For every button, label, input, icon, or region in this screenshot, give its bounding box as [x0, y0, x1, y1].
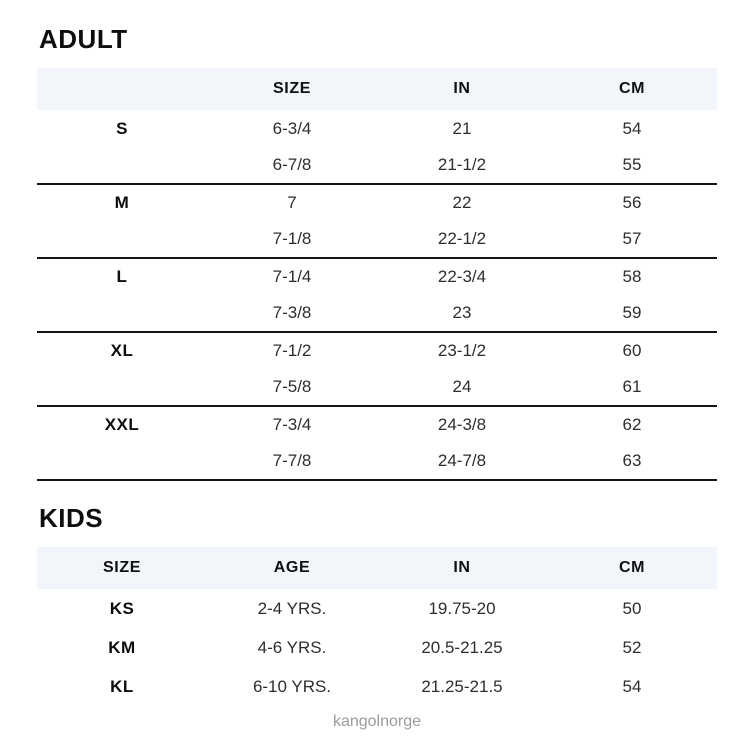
- in-value: 24: [377, 369, 547, 406]
- header-cell-size: SIZE: [37, 547, 207, 589]
- cm-value: 54: [622, 118, 642, 138]
- table-row: [37, 221, 717, 258]
- size-label: KS: [109, 598, 135, 618]
- size-value: 6-3/4: [272, 118, 312, 138]
- header-cell-cm: CM: [547, 68, 717, 110]
- size-label: KL: [110, 676, 134, 696]
- table-row: [37, 110, 717, 147]
- table-row: [37, 589, 717, 628]
- in-value: 21.25-21.5: [421, 676, 503, 696]
- size-value: 7-5/8: [207, 369, 377, 406]
- header-cell-in: IN: [377, 547, 547, 589]
- header-cell-in: IN: [377, 68, 547, 110]
- size-label: [37, 147, 207, 184]
- kids-section-title: KIDS: [39, 503, 104, 533]
- in-value: 20.5-21.25: [421, 637, 503, 657]
- cm-value: 57: [547, 221, 717, 258]
- size-value: 7-1/4: [272, 267, 312, 286]
- header-cell-age: AGE: [207, 547, 377, 589]
- table-row: [37, 295, 717, 332]
- cm-value: 52: [622, 637, 642, 657]
- in-value: 21: [452, 118, 472, 138]
- table-row: [37, 628, 717, 667]
- cm-value: 60: [622, 341, 642, 360]
- size-label: [37, 369, 207, 406]
- age-value: 2-4 YRS.: [257, 598, 327, 618]
- header-cell-cm: CM: [547, 547, 717, 589]
- adult-section-title: ADULT: [39, 24, 128, 54]
- in-value: 24-3/8: [437, 415, 487, 434]
- in-value: 23-1/2: [437, 341, 487, 360]
- table-row: [37, 332, 717, 369]
- in-value: 21-1/2: [377, 147, 547, 184]
- header-cell-blank: [37, 68, 207, 110]
- size-label: XL: [110, 341, 134, 360]
- size-value: 7-3/8: [207, 295, 377, 332]
- cm-value: 56: [622, 193, 642, 212]
- adult-size-table: [37, 68, 717, 481]
- in-value: 19.75-20: [428, 598, 496, 618]
- cm-value: 50: [622, 598, 642, 618]
- header-row: [37, 547, 717, 589]
- size-label: XXL: [104, 415, 140, 434]
- table-row: [37, 443, 717, 480]
- table-row: [37, 184, 717, 221]
- size-value: 7-7/8: [207, 443, 377, 480]
- in-value: 22-3/4: [437, 267, 487, 286]
- cm-value: 54: [622, 676, 642, 696]
- header-cell-size: SIZE: [207, 68, 377, 110]
- site-credit: kangolnorge: [332, 713, 422, 730]
- in-value: 24-7/8: [377, 443, 547, 480]
- size-value: 7: [287, 193, 297, 212]
- cm-value: 61: [547, 369, 717, 406]
- size-label: [37, 443, 207, 480]
- size-value: 7-1/8: [207, 221, 377, 258]
- cm-value: 62: [622, 415, 642, 434]
- table-row: [37, 667, 717, 706]
- header-row: [37, 68, 717, 110]
- size-label: KM: [108, 637, 136, 657]
- size-label: [37, 221, 207, 258]
- size-value: 7-1/2: [272, 341, 312, 360]
- size-label: M: [114, 193, 130, 212]
- size-value: 7-3/4: [272, 415, 312, 434]
- size-label: [37, 295, 207, 332]
- table-row: [37, 406, 717, 443]
- kids-size-table: [37, 547, 717, 706]
- table-row: [37, 258, 717, 295]
- size-value: 6-7/8: [207, 147, 377, 184]
- age-value: 6-10 YRS.: [252, 676, 332, 696]
- size-label: L: [116, 267, 128, 286]
- cm-value: 58: [622, 267, 642, 286]
- adult-table-header: [37, 68, 717, 110]
- cm-value: 63: [547, 443, 717, 480]
- cm-value: 55: [547, 147, 717, 184]
- age-value: 4-6 YRS.: [257, 637, 327, 657]
- in-value: 22: [452, 193, 472, 212]
- in-value: 22-1/2: [377, 221, 547, 258]
- kids-table-header: [37, 547, 717, 589]
- table-row: [37, 369, 717, 406]
- in-value: 23: [377, 295, 547, 332]
- table-row: [37, 147, 717, 184]
- size-label: S: [116, 118, 128, 138]
- cm-value: 59: [547, 295, 717, 332]
